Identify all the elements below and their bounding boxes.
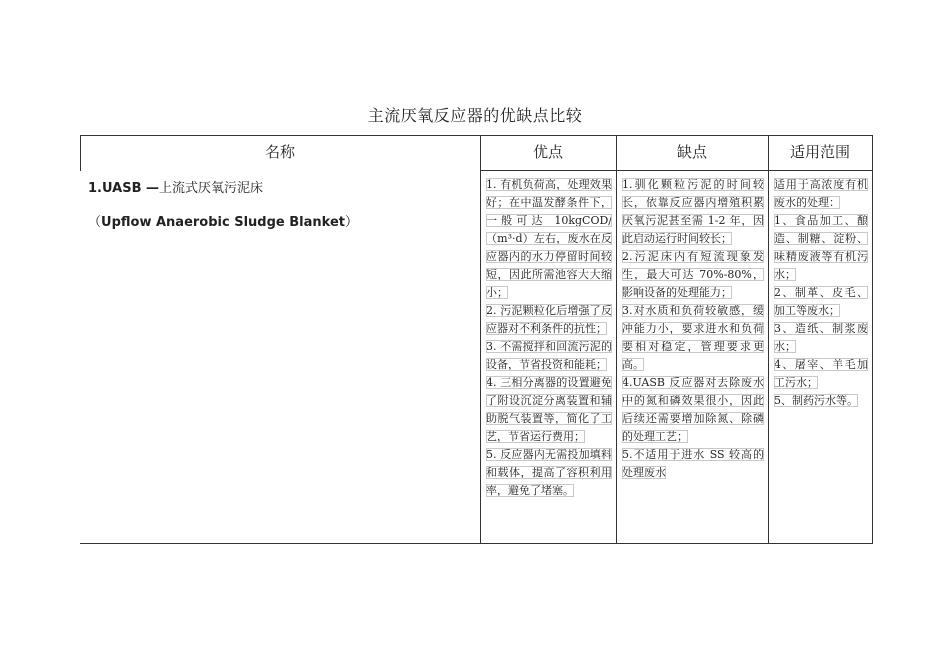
reactor-abbrev: 1.UASB — <box>88 181 159 196</box>
col-divider-pros <box>480 135 481 544</box>
scope-item: 3、造纸、制浆废水； <box>774 322 868 353</box>
scope-item: 4、屠宰、羊毛加工污水； <box>774 358 868 389</box>
header-bottom-border <box>480 170 873 171</box>
header-scope: 适用范围 <box>789 143 850 161</box>
cons-cell <box>622 176 764 482</box>
table-right-border <box>872 135 873 544</box>
cons-item: 2.污泥床内有短流现象发生，最大可达 70%-80%，影响设备的处理能力； <box>622 250 764 299</box>
paren-open: （ <box>88 215 102 230</box>
cons-item: 5.不适用于进水 SS 较高的处理废水 <box>622 448 764 479</box>
cons-item: 1.驯化颗粒污泥的时间较长，依靠反应器内增殖积累厌氧污泥甚至需 1-2 年，因此启动运行时间较长； <box>622 178 764 245</box>
scope-item: 2、制革、皮毛、加工等废水； <box>774 286 868 317</box>
reactor-name-cell <box>88 177 478 230</box>
col-divider-scope <box>768 135 769 544</box>
scope-item: 5、制药污水等。 <box>774 394 858 407</box>
pros-cell <box>486 176 612 500</box>
pros-item: 5. 反应器内无需投加填料和载体，提高了容积利用率，避免了堵塞。 <box>486 448 612 497</box>
header-name: 名称 <box>264 143 295 161</box>
scope-item: 1、食品加工、酿造、制糖、淀粉、味精废液等有机污水； <box>774 214 868 281</box>
pros-item: 1. 有机负荷高，处理效果好；在中温发酵条件下，一般可达 10kgCOD/（m³·d）左右，废水在反应器内的水力停留时间较短，因此所需池容大大缩小； <box>486 178 612 299</box>
pros-item: 4. 三相分离器的设置避免了附设沉淀分离装置和辅助脱气装置等，简化了工艺，节省运行费用； <box>486 376 612 443</box>
cons-item: 4.UASB 反应器对去除废水中的氮和磷效果很小，因此后续还需要增加除氮、除磷的处理工艺； <box>622 376 764 443</box>
cons-item: 3.对水质和负荷较敏感，缓冲能力小，要求进水和负荷要相对稳定，管理要求更高。 <box>622 304 764 371</box>
header-cons: 缺点 <box>676 143 707 161</box>
reactor-name <box>88 177 478 196</box>
scope-cell <box>774 176 868 410</box>
pros-item: 3. 不需搅拌和回流污泥的设备，节省投资和能耗； <box>486 340 612 371</box>
comparison-table <box>80 135 873 544</box>
document-title: 主流厌氧反应器的优缺点比较 <box>367 106 583 125</box>
scope-item: 适用于高浓度有机废水的处理： <box>774 178 868 209</box>
col-divider-cons <box>616 135 617 544</box>
pros-item: 2. 污泥颗粒化后增强了反应器对不利条件的抗性； <box>486 304 612 335</box>
reactor-name-cn: 上流式厌氧污泥床 <box>159 181 264 196</box>
table-bottom-border <box>80 543 873 544</box>
reactor-full-name-text: Upflow Anaerobic Sludge Blanket <box>101 215 345 230</box>
paren-close: ） <box>344 215 358 230</box>
header-pros: 优点 <box>532 143 563 161</box>
reactor-full-name <box>88 211 478 230</box>
